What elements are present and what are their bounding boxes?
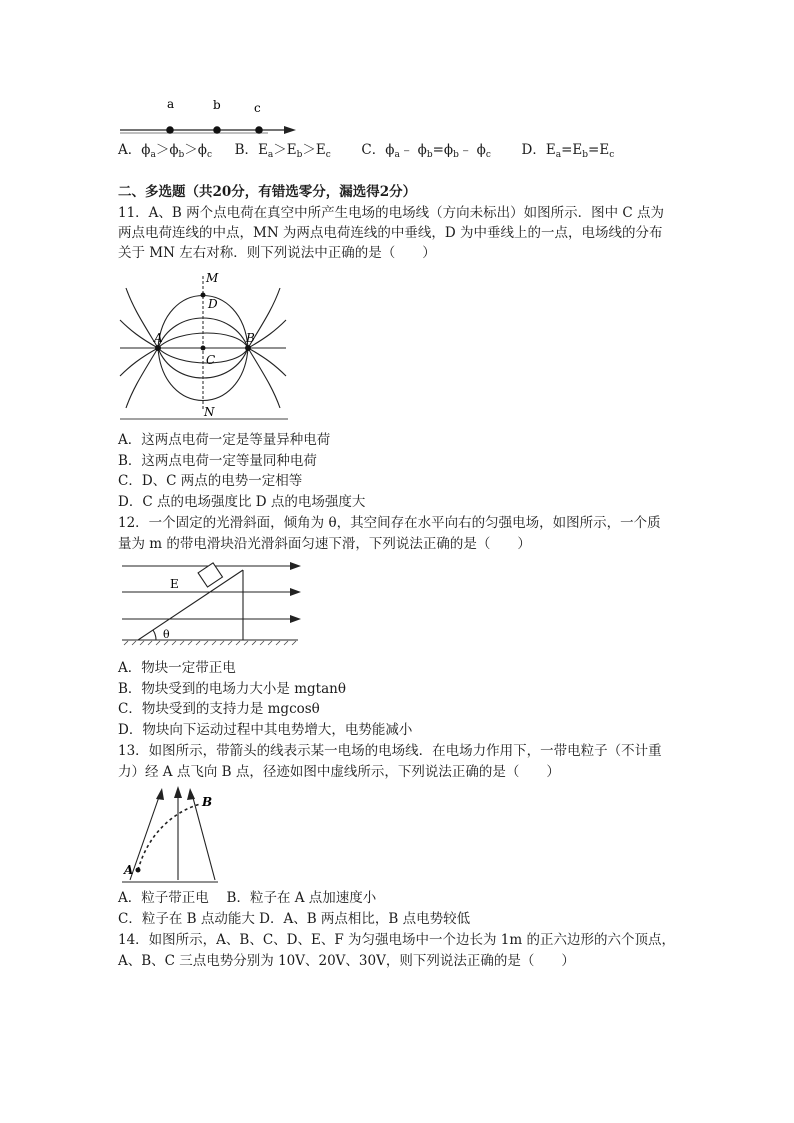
point-b xyxy=(213,126,221,134)
q10-option-b: B．$E_a>E_b>E_c$ xyxy=(234,142,331,160)
charge-a xyxy=(155,345,161,351)
q11-option-a: A．这两点电荷一定是等量异种电荷 xyxy=(118,432,331,448)
q11-stem-line-3: 关于 MN 左右对称．则下列说法中正确的是（ ） xyxy=(118,245,436,261)
label-a-charge: A xyxy=(154,331,163,345)
q11-option-c: C．D、C 两点的电势一定相等 xyxy=(118,473,303,489)
q11-stem-line-1: 11．A、B 两个点电荷在真空中所产生电场的电场线（方向未标出）如图所示．图中 C 点为 xyxy=(118,205,665,221)
q10-options xyxy=(118,141,614,164)
q12-stem-line-1: 12．一个固定的光滑斜面，倾角为 θ，其空间存在水平向右的匀强电场，如图所示，一个质 xyxy=(118,515,661,531)
q11-option-d: D．C 点的电场强度比 D 点的电场强度大 xyxy=(118,494,366,510)
label-b: b xyxy=(213,98,221,112)
label-c: C xyxy=(206,353,216,367)
q12-figure xyxy=(118,558,306,650)
q10-option-c: C．$\phi_a﹣$ $\phi_b=\phi_b﹣$ $\phi_c$ xyxy=(361,142,491,160)
section-heading: 二、多选题（共20分，有错选零分，漏选得2分） xyxy=(118,184,417,200)
q13-options-line-1: A．粒子带正电 B．粒子在 A 点加速度小 xyxy=(118,890,377,906)
q14-stem-line-2: A、B、C 三点电势分别为 10V、20V、30V，则下列说法正确的是（ ） xyxy=(118,953,575,969)
label-e: E xyxy=(170,577,179,591)
q13-stem-line-1: 13．如图所示，带箭头的线表示某一电场的电场线．在电场力作用下，一带电粒子（不计重 xyxy=(118,743,662,759)
label-b-charge: B xyxy=(246,331,255,345)
q12-option-d: D．物块向下运动过程中其电势增大，电势能减小 xyxy=(118,722,413,738)
label-n: N xyxy=(204,405,215,419)
point-a xyxy=(166,126,174,134)
q11-figure xyxy=(118,268,290,424)
point-d-dot xyxy=(201,293,206,298)
q11-stem-line-2: 两点电荷连线的中点，MN 为两点电荷连线的中垂线，D 为中垂线上的一点，电场线的分布 xyxy=(118,225,663,241)
q14-stem-line-1: 14．如图所示，A、B、C、D、E、F 为匀强电场中一个边长为 1m 的正六边形的六个顶点， xyxy=(118,932,675,948)
charge-b xyxy=(245,345,251,351)
label-d: D xyxy=(208,297,218,311)
point-c-dot xyxy=(201,346,206,351)
label-c: c xyxy=(254,101,261,115)
label-b-point: B xyxy=(202,795,213,809)
q11-option-b: B．这两点电荷一定等量同种电荷 xyxy=(118,453,317,469)
q13-figure xyxy=(118,784,222,886)
q12-option-b: B．物块受到的电场力大小是 mgtanθ xyxy=(118,681,346,697)
q12-option-c: C．物块受到的支持力是 mgcosθ xyxy=(118,701,320,717)
q12-stem-line-2: 量为 m 的带电滑块沿光滑斜面匀速下滑，下列说法正确的是（ ） xyxy=(118,536,531,552)
q13-stem-line-2: 力）经 A 点飞向 B 点，径迹如图中虚线所示，下列说法正确的是（ ） xyxy=(118,764,560,780)
q10-option-d: D．$E_a=E_b=E_c$ xyxy=(521,142,615,160)
label-a: a xyxy=(167,97,175,111)
q10-figure xyxy=(118,96,303,138)
q13-options-line-2: C．粒子在 B 点动能大 D．A、B 两点相比，B 点电势较低 xyxy=(118,911,471,927)
label-m: M xyxy=(206,271,219,285)
q10-option-a: A．$\phi_a>\phi_b>\phi_c$ xyxy=(118,142,213,160)
q12-option-a: A．物块一定带正电 xyxy=(118,660,236,676)
trajectory xyxy=(138,804,200,870)
point-c xyxy=(255,126,263,134)
label-theta: θ xyxy=(163,628,170,641)
label-a-point: A xyxy=(124,863,134,877)
